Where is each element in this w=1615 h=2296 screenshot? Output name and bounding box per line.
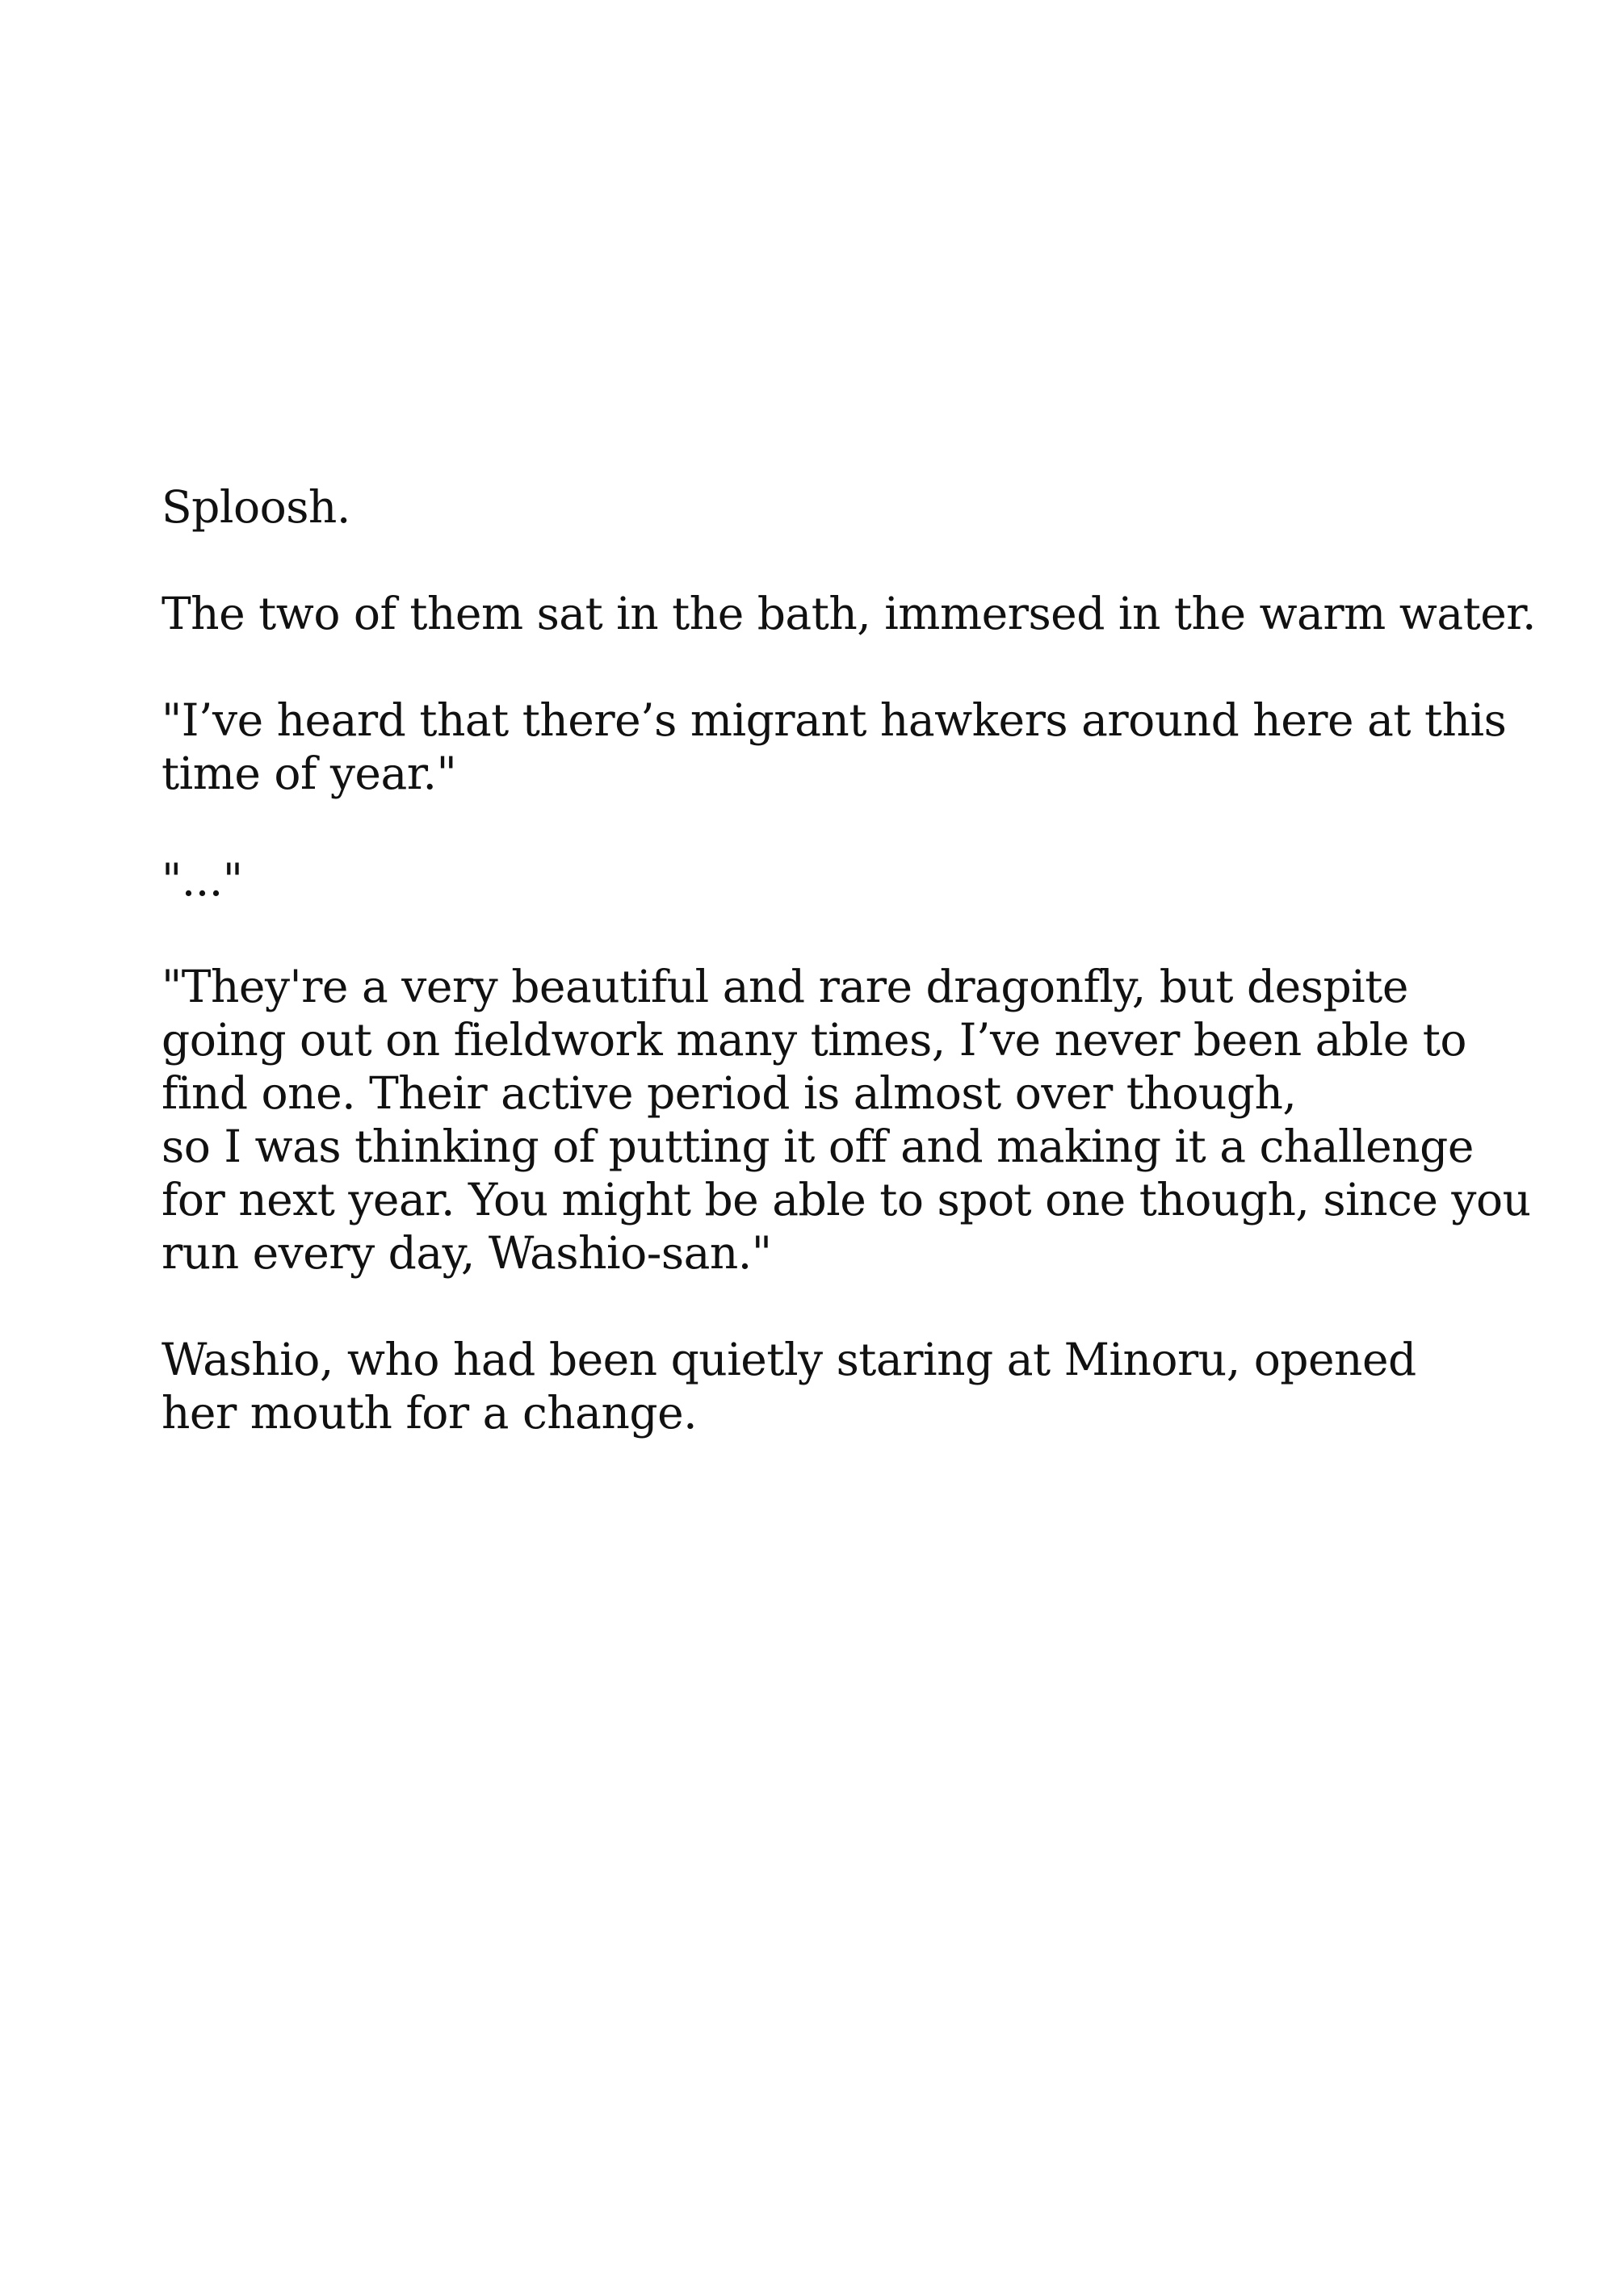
paragraph-dialogue-dragonfly bbox=[162, 960, 1531, 1280]
text-line: "They're a very beautiful and rare dragonfly, but despite bbox=[162, 961, 1408, 1012]
text-line: Washio, who had been quietly staring at Minoru, opened bbox=[162, 1334, 1416, 1385]
text-line: "I’ve heard that there’s migrant hawkers around here at this bbox=[162, 694, 1507, 746]
paragraph-narration-bath bbox=[162, 587, 1537, 640]
text-line: find one. Their active period is almost over though, bbox=[162, 1067, 1297, 1119]
text-line: Sploosh. bbox=[162, 481, 350, 533]
text-line: time of year." bbox=[162, 748, 457, 799]
paragraph-narration-washio bbox=[162, 1333, 1486, 1439]
text-line: "..." bbox=[162, 854, 243, 906]
body-text bbox=[162, 480, 1537, 1493]
text-line: so I was thinking of putting it off and making it a challenge bbox=[162, 1121, 1474, 1172]
text-line: run every day, Washio-san." bbox=[162, 1227, 772, 1279]
paragraph-sfx bbox=[162, 480, 1486, 534]
text-line: her mouth for a change. bbox=[162, 1387, 698, 1439]
paragraph-dialogue-hawkers bbox=[162, 693, 1507, 800]
text-line: for next year. You might be able to spot one though, since you bbox=[162, 1174, 1531, 1226]
text-line: The two of them sat in the bath, immersed in the warm water. bbox=[162, 588, 1537, 639]
text-line: going out on fieldwork many times, I’ve never been able to bbox=[162, 1014, 1466, 1066]
paragraph-dialogue-silence bbox=[162, 853, 1486, 907]
